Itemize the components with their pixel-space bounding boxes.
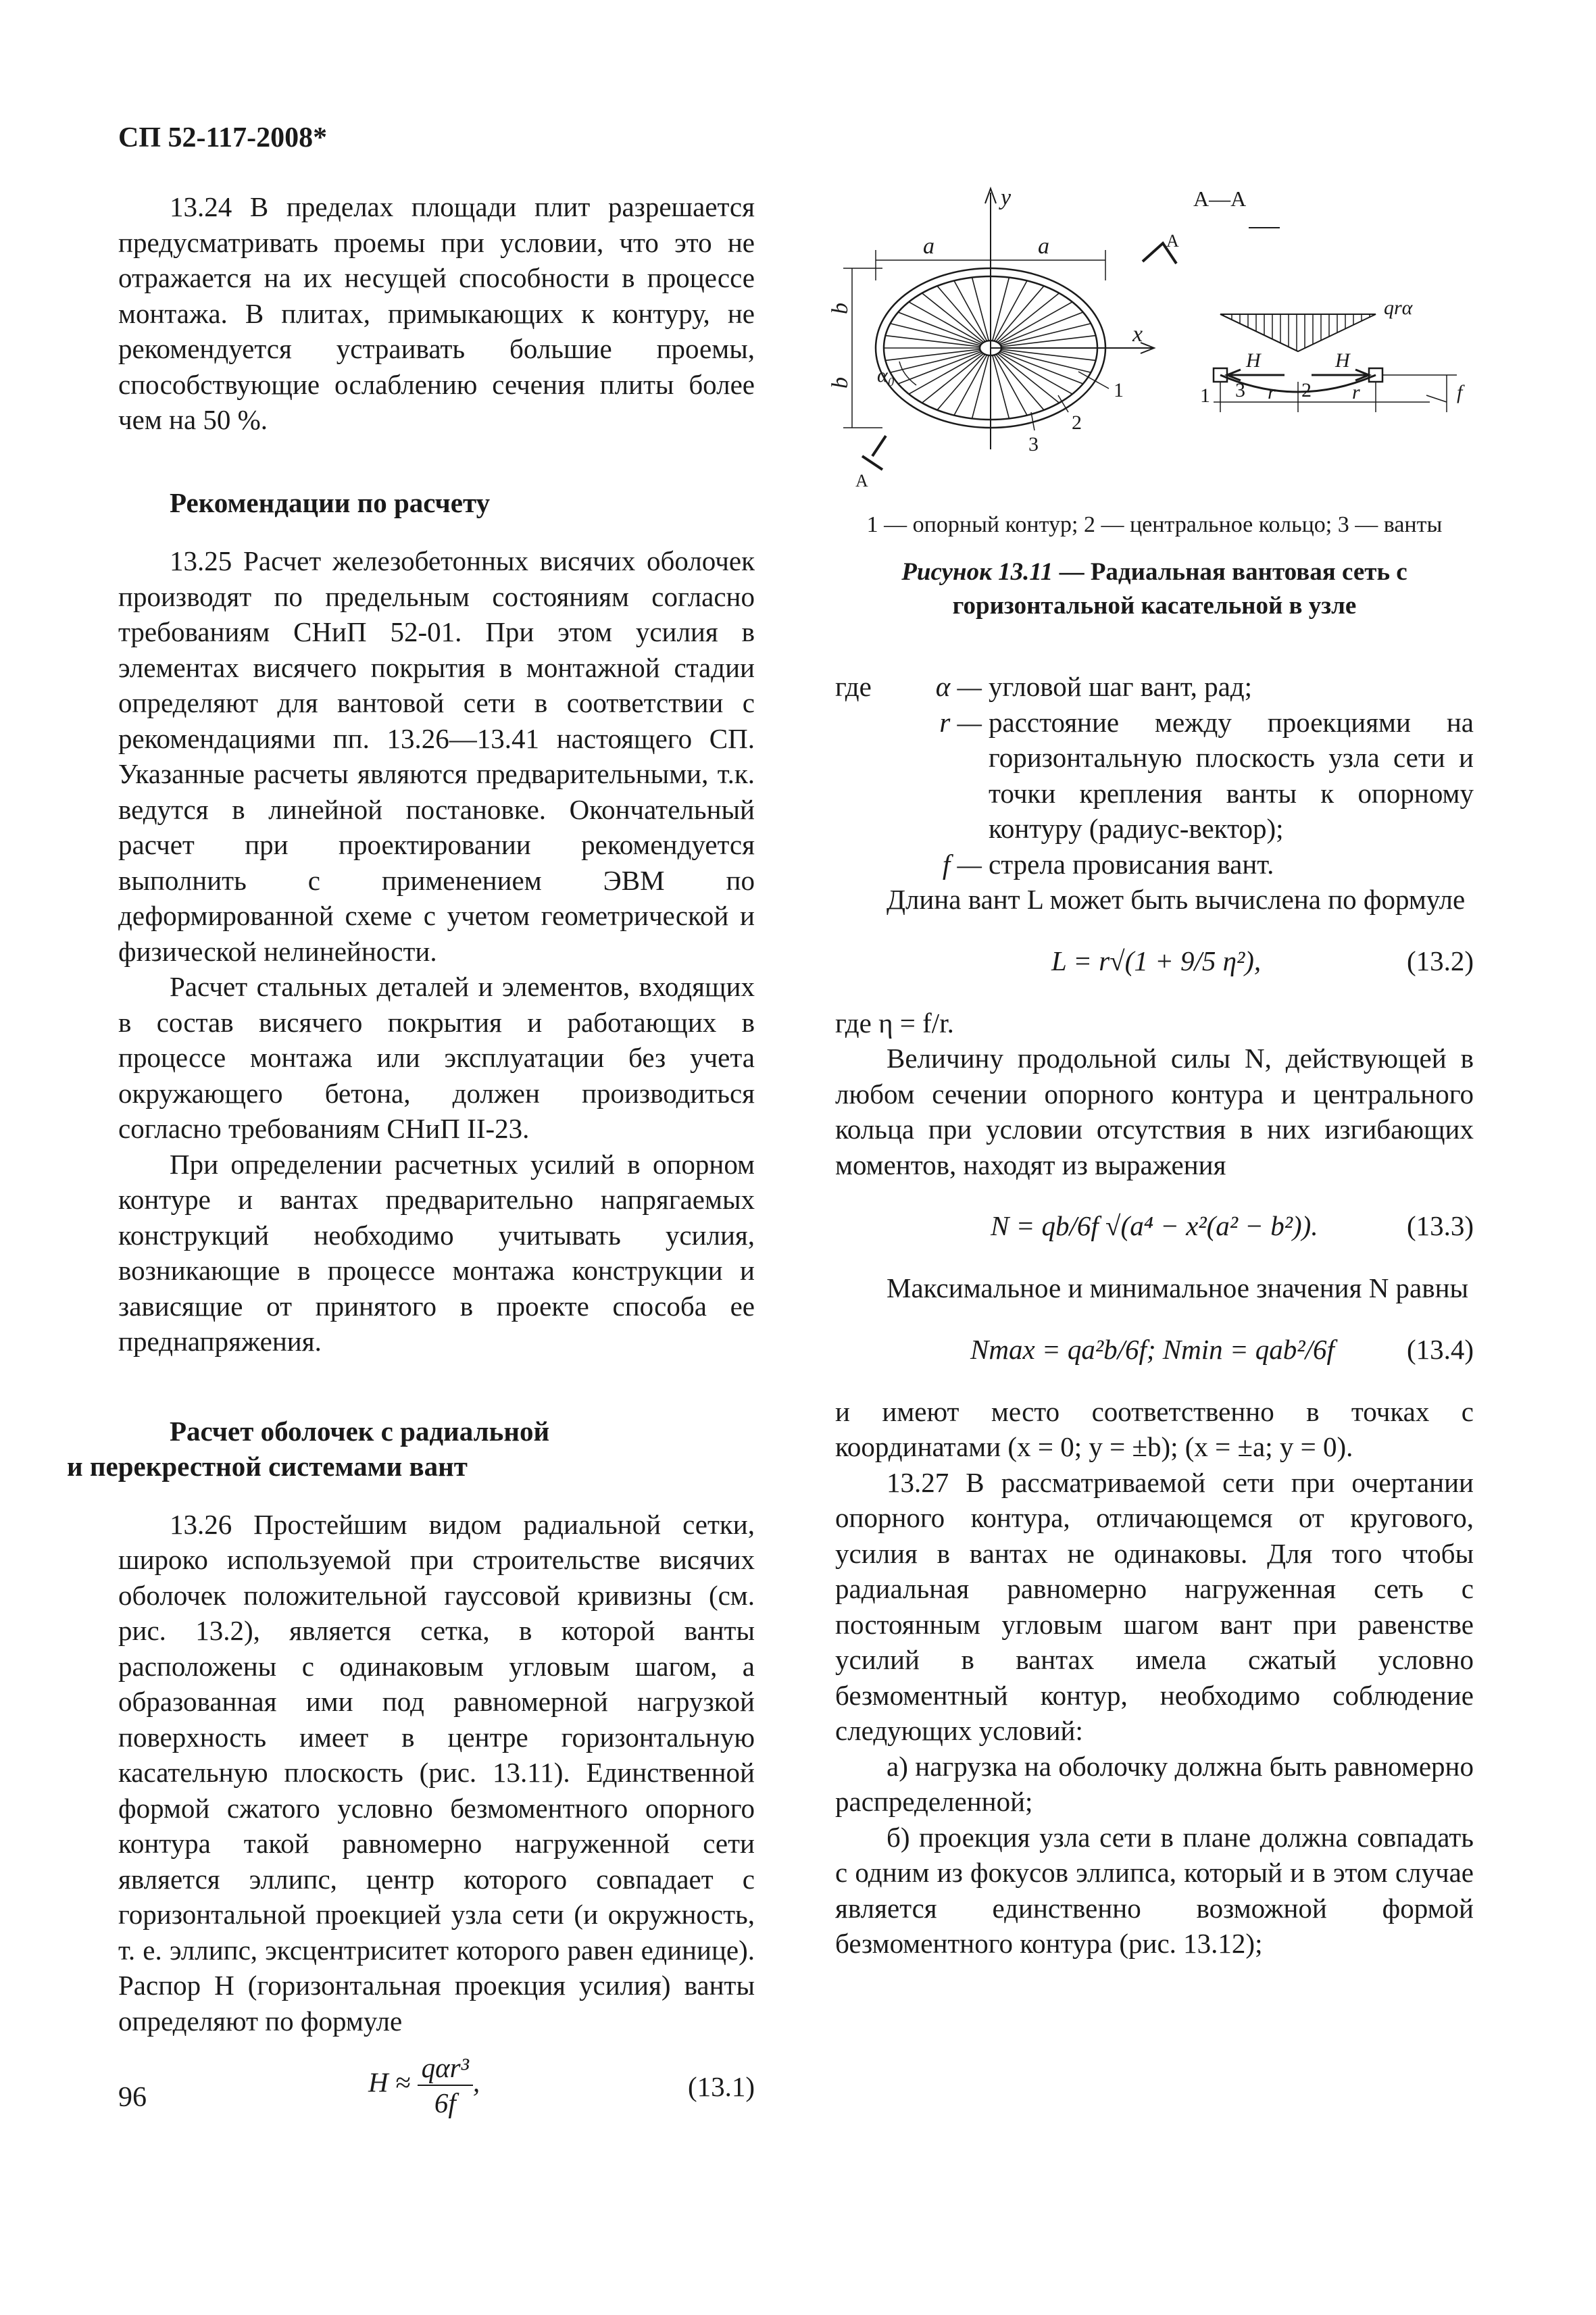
eq133-body: N = qb/6f √(a⁴ − x²(a² − b²)). bbox=[991, 1210, 1318, 1241]
label-x: x bbox=[1132, 322, 1143, 347]
heading-calc-recommendations: Рекомендации по расчету bbox=[170, 487, 491, 518]
figure-13-11 bbox=[828, 179, 1474, 503]
eq131-number: (13.1) bbox=[687, 2071, 755, 2102]
callout-1: 1 bbox=[1114, 379, 1124, 401]
definition-symbol: α — bbox=[935, 671, 982, 702]
callout-3: 3 bbox=[1028, 433, 1039, 455]
section-arrow-label-bottom: A bbox=[855, 471, 868, 491]
label-alpha0: α₀ bbox=[877, 364, 895, 387]
eq131-lhs: H ≈ bbox=[368, 2066, 411, 2098]
condition-a: а) нагрузка на оболочку должна быть равномерно распределенной; bbox=[835, 1750, 1474, 1817]
figure-legend: 1 — опорный контур; 2 — центральное кольцо; 3 — ванты bbox=[866, 512, 1443, 537]
paragraph-13-26: 13.26 Простейшим видом радиальной сетки, широко используемой при строительстве висячих оболочек положительной гауссовой кривизны (см. рис. 13.2), является сетка, в которой ванты расположены с одинаковым угловым шагом, а образованная ими под равномерной нагрузкой поверхность имеет в центре горизонтальную касательную плоскость (рис. 13.11). Единственной формой сжатого условно безмоментного опорного контура такой равномерно нагруженной сети является эллипс, центр которого совпадает с горизонтальной проекцией узла сети (и окружность, т. е. эллипс, эксцентриситет которого равен единице). Распор H (горизонтальная проекция усилия) ванты определяют по формуле bbox=[118, 1508, 755, 2037]
cable-line bbox=[1001, 336, 1096, 347]
paragraph-13-25: 13.25 Расчет железобетонных висячих оболочек производят по предельным состояниям согласно требованиям СНиП 52-01. При этом усилия в элементах висячего покрытия в монтажной стадии определяют для вантовой сети в соответствии с рекомендациями пп. 13.26—13.41 настоящего СП. Указанные расчеты являются предварительными, т.к. ведутся в линейной постановке. Окончательный расчет при проектировании рекомендуется выполнить с применением ЭВМ по деформированной схеме с учетом геометрической и физической нелинейности. bbox=[118, 545, 755, 967]
cable-line bbox=[1001, 349, 1096, 360]
heading-shells-line1: Расчет оболочек с радиальной bbox=[170, 1415, 550, 1447]
equation-13-3 bbox=[835, 1183, 1474, 1270]
label-a-right: a bbox=[1038, 234, 1049, 259]
paragraph-forces: При определении расчетных усилий в опорном контуре и вантах предварительно напрягаемых конструкций необходимо учитывать усилия, возникающие в процессе монтажа конструкции и зависящие от принятого в проекте способа ее преднапряжения. bbox=[118, 1148, 755, 1357]
eq133-number: (13.3) bbox=[1406, 1210, 1474, 1241]
label-H-right: H bbox=[1335, 349, 1350, 372]
figure-13-11-drawing bbox=[828, 179, 1474, 503]
load-label: qrα bbox=[1384, 297, 1413, 319]
definition-row bbox=[835, 705, 1474, 847]
cable-line bbox=[993, 278, 1009, 341]
equation-13-2 bbox=[835, 918, 1474, 1005]
label-b-top: b bbox=[828, 303, 853, 314]
cable-line bbox=[993, 355, 1009, 419]
cable-line bbox=[972, 355, 989, 419]
callout-3-section: 3 bbox=[1235, 379, 1245, 401]
definition-text: стрела провисания вант. bbox=[989, 848, 1274, 880]
running-header: СП 52-117-2008* bbox=[118, 122, 328, 153]
label-a-left: a bbox=[923, 234, 934, 259]
callout-1-section: 1 bbox=[1200, 384, 1210, 407]
heading-shells-line2: и перекрестной системами вант bbox=[67, 1450, 468, 1482]
label-b-bottom: b bbox=[828, 377, 853, 389]
definition-row bbox=[835, 669, 1474, 705]
equation-13-1 bbox=[118, 2039, 755, 2140]
label-H-left: H bbox=[1246, 349, 1261, 372]
paragraph-axial-force: Величину продольной силы N, действующей в любом сечении опорного контура и центрального кольца при условии отсутствия в них изгибающих моментов, находят из выражения bbox=[835, 1043, 1474, 1180]
definition-text: расстояние между проекциями на горизонтальную плоскость узла сети и точки крепления ванты к опорному контуру (радиус-вектор); bbox=[989, 706, 1474, 844]
page-number: 96 bbox=[118, 2082, 147, 2113]
definition-text: угловой шаг вант, рад; bbox=[989, 671, 1253, 702]
condition-b: б) проекция узла сети в плане должна совпадать с одним из фокусов эллипса, который и в этом случае является единственно возможной формой безмоментного контура (рис. 13.12); bbox=[835, 1821, 1474, 1959]
symbol-definitions bbox=[835, 669, 1474, 882]
cable-line bbox=[885, 336, 980, 347]
paragraph-13-24: 13.24 В пределах площади плит разрешается предусматривать проемы при условии, что это не отражается на их несущей способности в процессе монтажа. В плитах, примыкающих к контуру, не рекомендуется устраивать большие проемы, способствующие ослаблению сечения плиты более чем на 50 %. bbox=[118, 191, 755, 435]
eq132-body: L = r√(1 + 9/5 η²), bbox=[1051, 945, 1262, 976]
figure-caption-title: — Радиальная вантовая сеть с горизонтальной касательной в узле bbox=[952, 558, 1407, 620]
figure-caption-label: Рисунок 13.11 bbox=[901, 558, 1053, 586]
label-y: y bbox=[1001, 185, 1012, 210]
definition-symbol: f — bbox=[942, 848, 982, 880]
callout-2: 2 bbox=[1072, 412, 1082, 434]
eq131-numerator: qαr³ bbox=[418, 2051, 473, 2086]
eq134-body: Nmax = qa²b/6f; Nmin = qab²/6f bbox=[970, 1333, 1335, 1365]
load-hatch bbox=[1224, 314, 1370, 351]
eq132-number: (13.2) bbox=[1406, 945, 1474, 976]
section-arrow-label-top: A bbox=[1166, 231, 1179, 251]
equation-13-1-body bbox=[368, 2051, 480, 2120]
section-label: A—A bbox=[1193, 186, 1247, 211]
label-r-left: r bbox=[1268, 381, 1276, 403]
eq131-tail: , bbox=[472, 2066, 480, 2098]
where-word: где bbox=[835, 671, 872, 702]
definition-row bbox=[835, 847, 1474, 882]
label-f: f bbox=[1457, 381, 1463, 403]
paragraph-cable-length: Длина вант L может быть вычислена по формуле bbox=[887, 884, 1466, 915]
equation-13-4 bbox=[835, 1306, 1474, 1394]
eta-definition: где η = f/r. bbox=[835, 1007, 954, 1039]
figure-caption bbox=[835, 555, 1474, 623]
paragraph-13-27: 13.27 В рассматриваемой сети при очертании опорного контура, отличающемся от кругового, усилия в вантах не одинаковы. Для того чтобы радиальная равномерно нагруженная сеть с постоянным угловым шагом вант при равенстве усилий в вантах имела сжатый условно безмоментный контур, необходимо соблюдение следующих условий: bbox=[835, 1466, 1474, 1746]
load-diagram bbox=[1220, 314, 1376, 351]
eq134-number: (13.4) bbox=[1406, 1333, 1474, 1365]
paragraph-points: и имеют место соответственно в точках с координатами (x = 0; y = ±b); (x = ±a; y = 0). bbox=[835, 1395, 1474, 1462]
eq131-fraction bbox=[418, 2051, 473, 2120]
definition-symbol: r — bbox=[939, 706, 982, 738]
paragraph-max-min: Максимальное и минимальное значения N равны bbox=[887, 1272, 1469, 1303]
cable-line bbox=[972, 278, 989, 341]
right-column bbox=[835, 669, 1474, 1962]
eq131-denominator: 6f bbox=[434, 2087, 456, 2118]
callout-2-section: 2 bbox=[1301, 379, 1312, 401]
cable-line bbox=[885, 349, 980, 360]
label-r-right: r bbox=[1352, 381, 1360, 403]
heading-shells bbox=[67, 1414, 755, 1484]
paragraph-steel: Расчет стальных деталей и элементов, входящих в состав висячего покрытия и работающих в процессе монтажа или эксплуатации без учета окружающего бетона, должен производиться согласно требованиям СНиП II-23. bbox=[118, 971, 755, 1144]
left-column bbox=[67, 189, 755, 2140]
